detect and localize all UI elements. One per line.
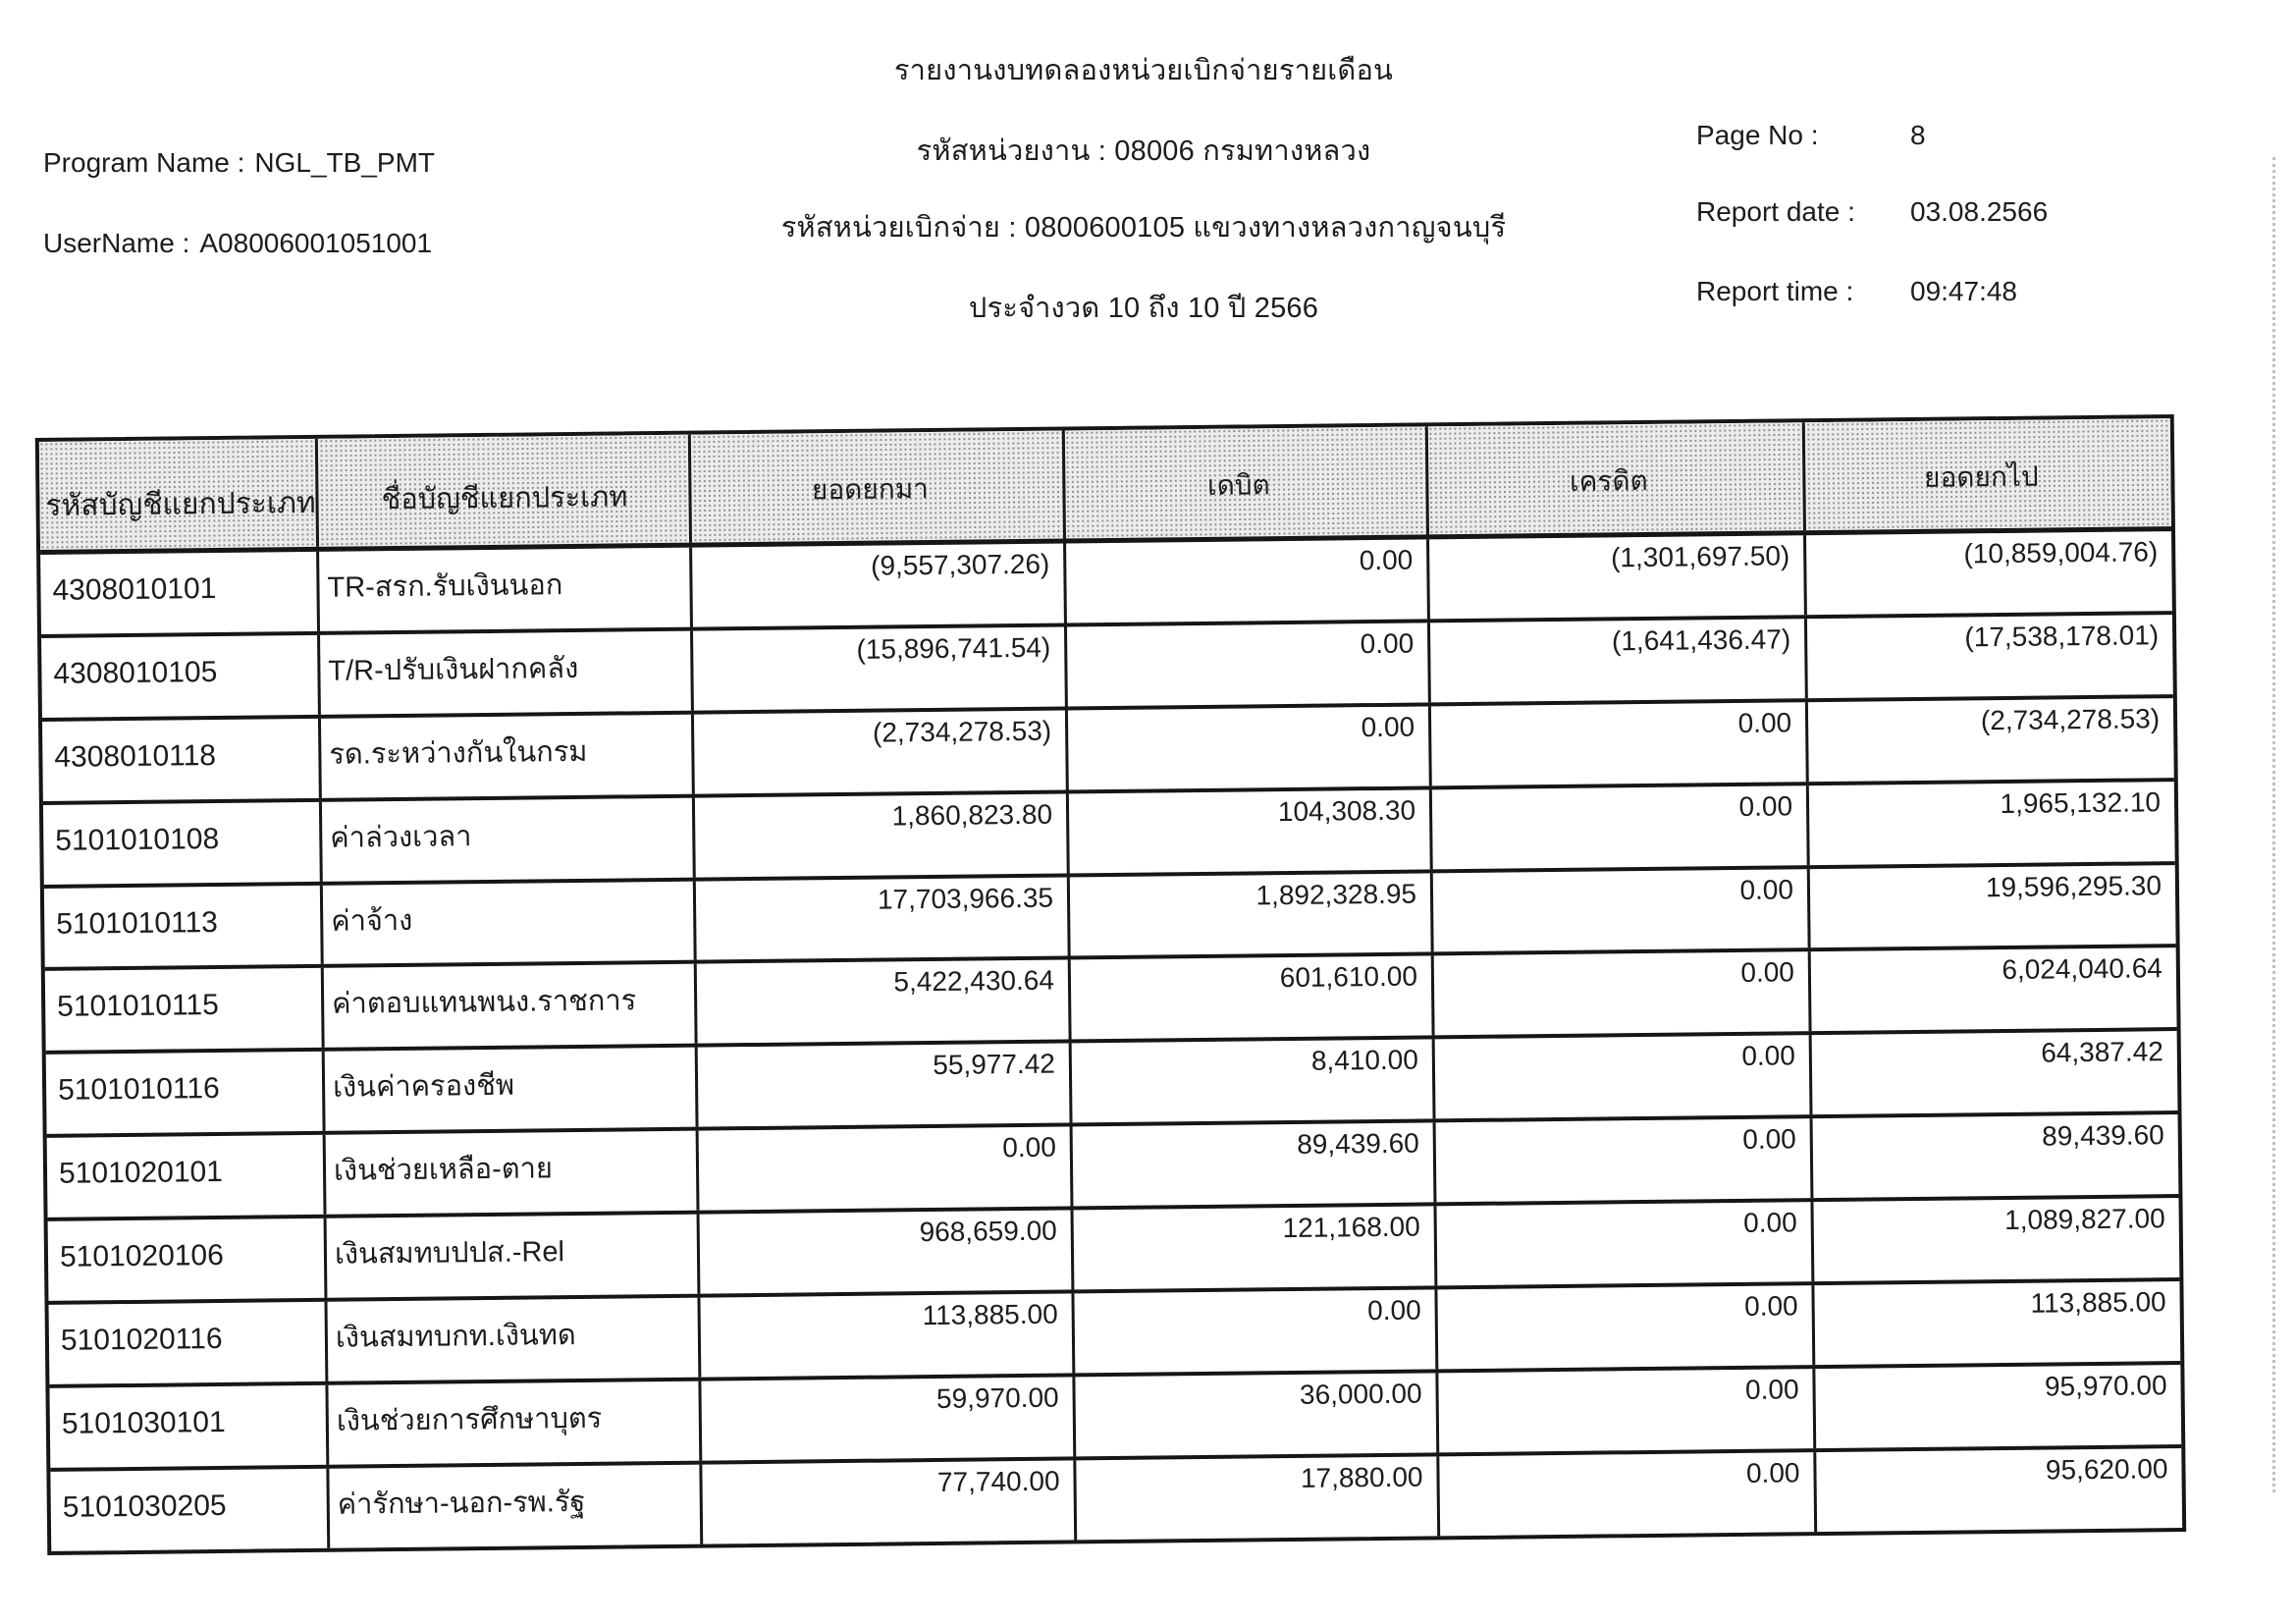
- trial-balance-table: [35, 414, 2186, 1555]
- debit-cell: 36,000.00: [1075, 1373, 1439, 1456]
- agency-code-line: รหัสหน่วยงาน : 08006 กรมทางหลวง: [916, 135, 1371, 167]
- opening-balance-cell: 1,860,823.80: [695, 793, 1070, 877]
- account-name-cell: ค่าตอบแทนพนง.ราชการ: [324, 964, 698, 1048]
- closing-balance-cell: 95,620.00: [2045, 1452, 2168, 1486]
- opening-balance-cell: 968,659.00: [700, 1211, 1075, 1294]
- debit-cell: 1,892,328.95: [1070, 873, 1434, 956]
- closing-balance-cell: 95,970.00: [2044, 1370, 2167, 1402]
- column-header-5: ยอดยกไป: [1923, 460, 2039, 493]
- opening-balance-cell: 59,970.00: [701, 1377, 1076, 1460]
- opening-balance-cell: (15,896,741.54): [693, 626, 1068, 710]
- closing-balance-cell: 1,965,132.10: [2000, 785, 2162, 819]
- debit-cell: 0.00: [1066, 539, 1430, 623]
- credit-cell: 0.00: [1435, 1035, 1813, 1118]
- credit-cell: 0.00: [1437, 1285, 1815, 1369]
- opening-balance-cell: 77,740.00: [702, 1460, 1077, 1543]
- account-code-cell: 5101010115: [45, 968, 325, 1051]
- column-header-2: ยอดยกมา: [691, 430, 1066, 542]
- closing-balance-cell: 113,885.00: [2030, 1286, 2166, 1319]
- credit-cell: 0.00: [1439, 1452, 1817, 1536]
- account-code-cell: 4308010118: [42, 719, 322, 801]
- opening-balance-cell: 0.00: [699, 1127, 1074, 1211]
- column-header-4: เครดิต: [1428, 422, 1806, 534]
- username-line: [43, 228, 432, 259]
- closing-balance-cell: (2,734,278.53): [1980, 703, 2161, 736]
- debit-cell: 8,410.00: [1072, 1040, 1436, 1123]
- credit-cell: 0.00: [1436, 1118, 1814, 1202]
- page-no-value: 8: [1910, 120, 1926, 150]
- program-name-label: Program Name :: [43, 147, 245, 178]
- column-header-3: เดบิต: [1065, 426, 1429, 538]
- account-name-cell: ค่ารักษา-นอก-รพ.รัฐ: [329, 1464, 703, 1547]
- closing-balance-cell: 1,089,827.00: [2004, 1203, 2165, 1236]
- period-line: ประจำงวด 10 ถึง 10 ปี 2566: [968, 293, 1319, 324]
- column-header-0: รหัสบัญชีแยกประเภท: [39, 439, 319, 550]
- report-date-label: Report date :: [1696, 196, 1855, 227]
- scan-artifact-dotted-line: [2272, 157, 2275, 1492]
- closing-balance-cell: (17,538,178.01): [1964, 620, 2160, 653]
- report-time-label: Report time :: [1696, 276, 1854, 306]
- account-code-cell: 5101010116: [46, 1052, 326, 1134]
- program-name-value: NGL_TB_PMT: [254, 147, 436, 178]
- page-no-line: [1696, 120, 1926, 151]
- opening-balance-cell: 17,703,966.35: [696, 877, 1071, 960]
- account-name-cell: ค่าล่วงเวลา: [322, 797, 696, 881]
- username-label: UserName :: [43, 228, 190, 258]
- account-name-cell: เงินค่าครองชีพ: [325, 1048, 699, 1131]
- page-no-label: Page No :: [1696, 120, 1819, 150]
- account-code-cell: 5101030101: [49, 1385, 329, 1468]
- closing-balance-cell: 89,439.60: [2042, 1119, 2164, 1152]
- account-name-cell: รด.ระหว่างกันในกรม: [321, 714, 695, 797]
- closing-balance-cell: 19,596,295.30: [1985, 869, 2163, 902]
- credit-cell: 0.00: [1433, 869, 1811, 952]
- credit-cell: (1,641,436.47): [1430, 619, 1808, 702]
- debit-cell: 0.00: [1074, 1289, 1438, 1373]
- debit-cell: 104,308.30: [1069, 789, 1433, 873]
- credit-cell: 0.00: [1431, 702, 1809, 785]
- opening-balance-cell: 113,885.00: [700, 1293, 1075, 1377]
- account-name-cell: TR-สรก.รับเงินนอก: [319, 548, 693, 631]
- debit-cell: 121,168.00: [1074, 1206, 1438, 1289]
- table-body: [40, 531, 2182, 1550]
- account-name-cell: เงินสมทบกท.เงินทด: [328, 1298, 702, 1381]
- opening-balance-cell: 5,422,430.64: [697, 960, 1072, 1044]
- opening-balance-cell: (2,734,278.53): [694, 710, 1069, 793]
- debit-cell: 0.00: [1068, 706, 1432, 789]
- account-code-cell: 5101020116: [49, 1302, 329, 1384]
- account-code-cell: 5101020101: [47, 1135, 327, 1218]
- closing-balance-cell: (10,859,004.76): [1963, 536, 2159, 569]
- account-name-cell: เงินช่วยการศึกษาบุตร: [328, 1381, 702, 1465]
- disbursement-unit-line: รหัสหน่วยเบิกจ่าย : 0800600105 แขวงทางหลวงกาญจนบุรี: [780, 212, 1507, 244]
- credit-cell: (1,301,697.50): [1429, 535, 1807, 619]
- account-name-cell: T/R-ปรับเงินฝากคลัง: [320, 631, 694, 715]
- account-code-cell: 5101010108: [43, 801, 323, 884]
- debit-cell: 17,880.00: [1076, 1456, 1440, 1540]
- debit-cell: 601,610.00: [1071, 956, 1435, 1040]
- credit-cell: 0.00: [1437, 1202, 1815, 1285]
- opening-balance-cell: (9,557,307.26): [692, 543, 1067, 626]
- account-code-cell: 5101020106: [48, 1218, 328, 1301]
- account-name-cell: เงินช่วยเหลือ-ตาย: [326, 1131, 700, 1215]
- column-header-1: ชื่อบัญชีแยกประเภท: [318, 435, 692, 547]
- report-time-value: 09:47:48: [1910, 276, 2017, 306]
- debit-cell: 89,439.60: [1073, 1123, 1437, 1207]
- report-date-line: [1696, 196, 2048, 228]
- credit-cell: 0.00: [1432, 785, 1810, 869]
- report-time-line: [1696, 276, 2017, 307]
- report-date-value: 03.08.2566: [1910, 196, 2049, 227]
- account-name-cell: ค่าจ้าง: [323, 881, 697, 964]
- account-name-cell: เงินสมทบปปส.-Rel: [327, 1215, 701, 1298]
- debit-cell: 0.00: [1067, 623, 1431, 706]
- opening-balance-cell: 55,977.42: [698, 1044, 1073, 1127]
- credit-cell: 0.00: [1434, 952, 1812, 1036]
- program-name-line: [43, 147, 435, 179]
- account-code-cell: 5101030205: [50, 1469, 330, 1551]
- account-code-cell: 4308010101: [40, 552, 320, 634]
- closing-balance-cell: 64,387.42: [2041, 1036, 2163, 1068]
- username-value: A08006001051001: [199, 228, 433, 258]
- report-title: รายงานงบทดลองหน่วยเบิกจ่ายรายเดือน: [893, 55, 1394, 86]
- credit-cell: 0.00: [1438, 1369, 1816, 1452]
- account-code-cell: 4308010105: [41, 635, 321, 718]
- account-code-cell: 5101010113: [44, 885, 324, 967]
- closing-balance-cell: 6,024,040.64: [2002, 952, 2163, 986]
